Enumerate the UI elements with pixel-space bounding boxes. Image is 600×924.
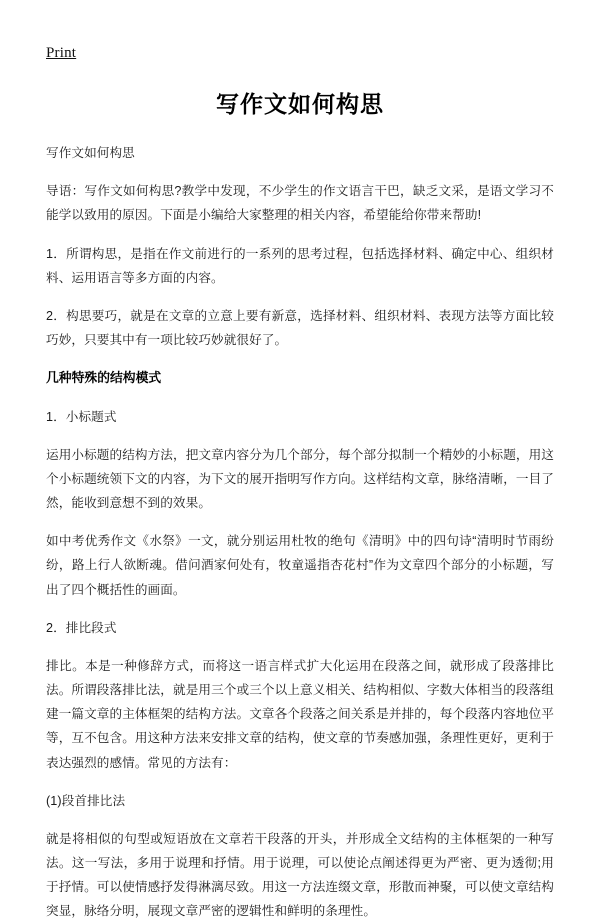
paragraph-intro-heading: 写作文如何构思 (46, 146, 135, 160)
paragraph-parallel-style-desc: 排比。本是一种修辞方式，而将这一语言样式扩大化运用在段落之间，就形成了段落排比法。所谓段落排比法，就是用三个或三个以上意义相关、结构相似、字数大体相当的段落组建一篇文章的主体框架的结构方法。文章各个段落之间关系是并排的，每个段落内容地位平等，互不包含。用这种方法来安排文章的结构，使文章的节奏感加强，条理性更好，更利于表达强烈的感情。常见的方法有： (46, 658, 554, 770)
page-title: 写作文如何构思 (216, 91, 384, 117)
paragraph-lead: 导语：写作文如何构思?教学中发现，不少学生的作文语言干巴，缺乏文采，是语文学习不能学以致用的原因。下面是小编给大家整理的相关内容，希望能给你带来帮助! (46, 184, 554, 223)
paragraph-method-1-label: (1)段首排比法 (46, 793, 126, 808)
paragraph-method-1-desc: 就是将相似的句型或短语放在文章若干段落的开头，并形成全文结构的主体框架的一种写法。这一写法，多用于说理和抒情。用于说理，可以使论点阐述得更为严密、更为透彻;用于抒情。可以使情感抒发得淋漓尽致。用这一方法连缀文章，形散而神聚，可以使文章结构突显，脉络分明，展现文章严密的逻辑性和鲜明的条理性。 (46, 831, 554, 919)
paragraph-point-1: 1．所谓构思，是指在作文前进行的一系列的思考过程，包括选择材料、确定中心、组织材料、运用语言等多方面的内容。 (46, 246, 554, 285)
paragraph-parallel-style-label: 2．排比段式 (46, 620, 117, 635)
paragraph-subtitle-style-example: 如中考优秀作文《水祭》一文，就分别运用杜牧的绝句《清明》中的四句诗“清明时节雨纷纷，路上行人欲断魂。借问酒家何处有，牧童遥指杏花村”作为文章四个部分的小标题，写出了四个概括性的画面。 (46, 534, 554, 597)
paragraph-subtitle-style-desc: 运用小标题的结构方法，把文章内容分为几个部分，每个部分拟制一个精妙的小标题，用这个小标题统领下文的内容，为下文的展开指明写作方向。这样结构文章，脉络清晰，一目了然，能收到意想不到的效果。 (46, 447, 554, 511)
paragraph-subtitle-style-label: 1．小标题式 (46, 409, 117, 424)
paragraph-point-2: 2．构思要巧，就是在文章的立意上要有新意，选择材料、组织材料、表现方法等方面比较巧妙，只要其中有一项比较巧妙就很好了。 (46, 308, 554, 348)
section-heading-structures: 几种特殊的结构模式 (46, 370, 162, 386)
print-button[interactable]: Print (46, 45, 77, 61)
